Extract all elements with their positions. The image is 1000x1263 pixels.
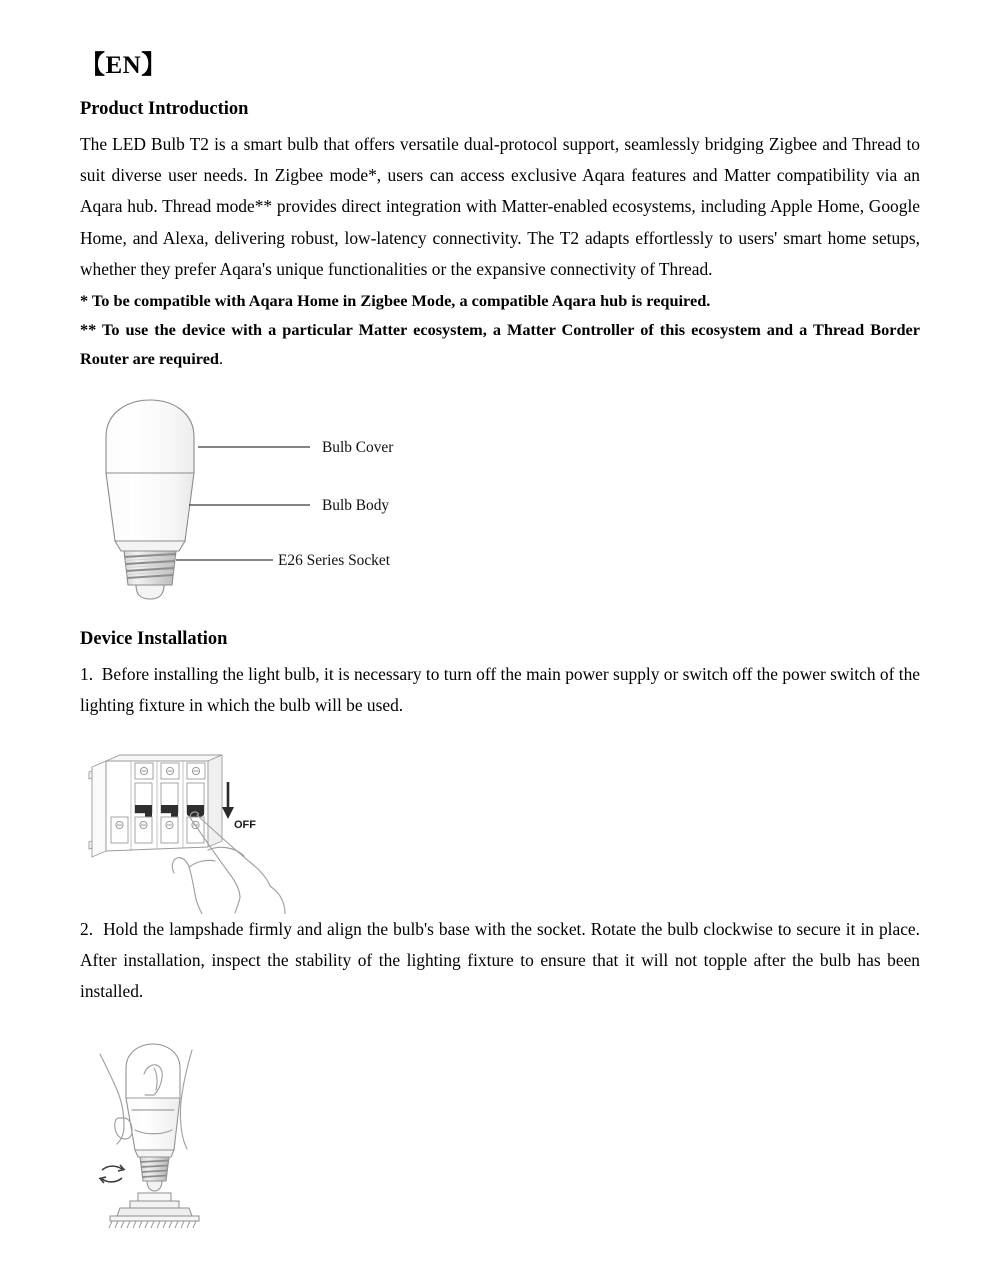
section-title-device-installation: Device Installation bbox=[80, 628, 228, 649]
step-1-text: Before installing the light bulb, it is necessary to turn off the main power supply or switch off the power switch of the lighting fixture in which the bulb will be used. bbox=[80, 663, 920, 715]
language-tag: 【EN】 bbox=[80, 52, 167, 79]
section-title-product-introduction: Product Introduction bbox=[80, 98, 249, 119]
hand-installing-bulb-illustration-icon bbox=[88, 1038, 388, 1228]
step-2-text: Hold the lampshade firmly and align the bulb's base with the socket. Rotate the bulb clockwise to secure it in place. After installation, inspect the stability of the lighting fixture to ensure that it will not topple after the bulb has been installed. bbox=[80, 919, 921, 1002]
footnote-double-asterisk-tail: . bbox=[218, 348, 224, 368]
step-1-number: 1. bbox=[80, 663, 94, 684]
rotate-arrows-icon bbox=[100, 1165, 124, 1183]
bulb-illustration-icon bbox=[88, 395, 508, 600]
bulb-diagram-figure bbox=[82, 395, 922, 610]
step-2-number: 2. bbox=[80, 919, 94, 940]
breaker-off-label: OFF bbox=[234, 819, 256, 832]
footnote-double-asterisk bbox=[80, 315, 920, 373]
installation-step-1 bbox=[80, 659, 920, 721]
circuit-breaker-figure bbox=[88, 749, 488, 914]
callout-label-bulb-body: Bulb Body bbox=[322, 496, 390, 514]
callout-label-e26-series-socket: E26 Series Socket bbox=[278, 551, 390, 569]
footnote-double-asterisk-text: ** To use the device with a particular Matter ecosystem, a Matter Controller of this ecosystem and a Thread Border Router are required bbox=[80, 319, 920, 368]
installation-step-2 bbox=[80, 914, 920, 1008]
circuit-breaker-illustration-icon bbox=[88, 749, 388, 914]
footnote-single-asterisk: * To be compatible with Aqara Home in Zigbee Mode, a compatible Aqara hub is required. bbox=[80, 290, 711, 310]
product-introduction-paragraph: The LED Bulb T2 is a smart bulb that offers versatile dual-protocol support, seamlessly bridging Zigbee and Thread to suit diverse user needs. In Zigbee mode*, users can access exclusive Aqara features and Matter compatibility via an Aqara hub. Thread mode** provides direct integration with Matter-enabled ecosystems, including Apple Home, Google Home, and Alexa, delivering robust, low-latency connectivity. The T2 adapts effortlessly to users' smart home setups, whether they prefer Aqara's unique functionalities or the expansive connectivity of Thread. bbox=[80, 133, 920, 280]
callout-label-bulb-cover: Bulb Cover bbox=[322, 438, 394, 456]
bulb-installation-figure bbox=[88, 1038, 488, 1228]
down-arrow-icon bbox=[222, 782, 234, 819]
